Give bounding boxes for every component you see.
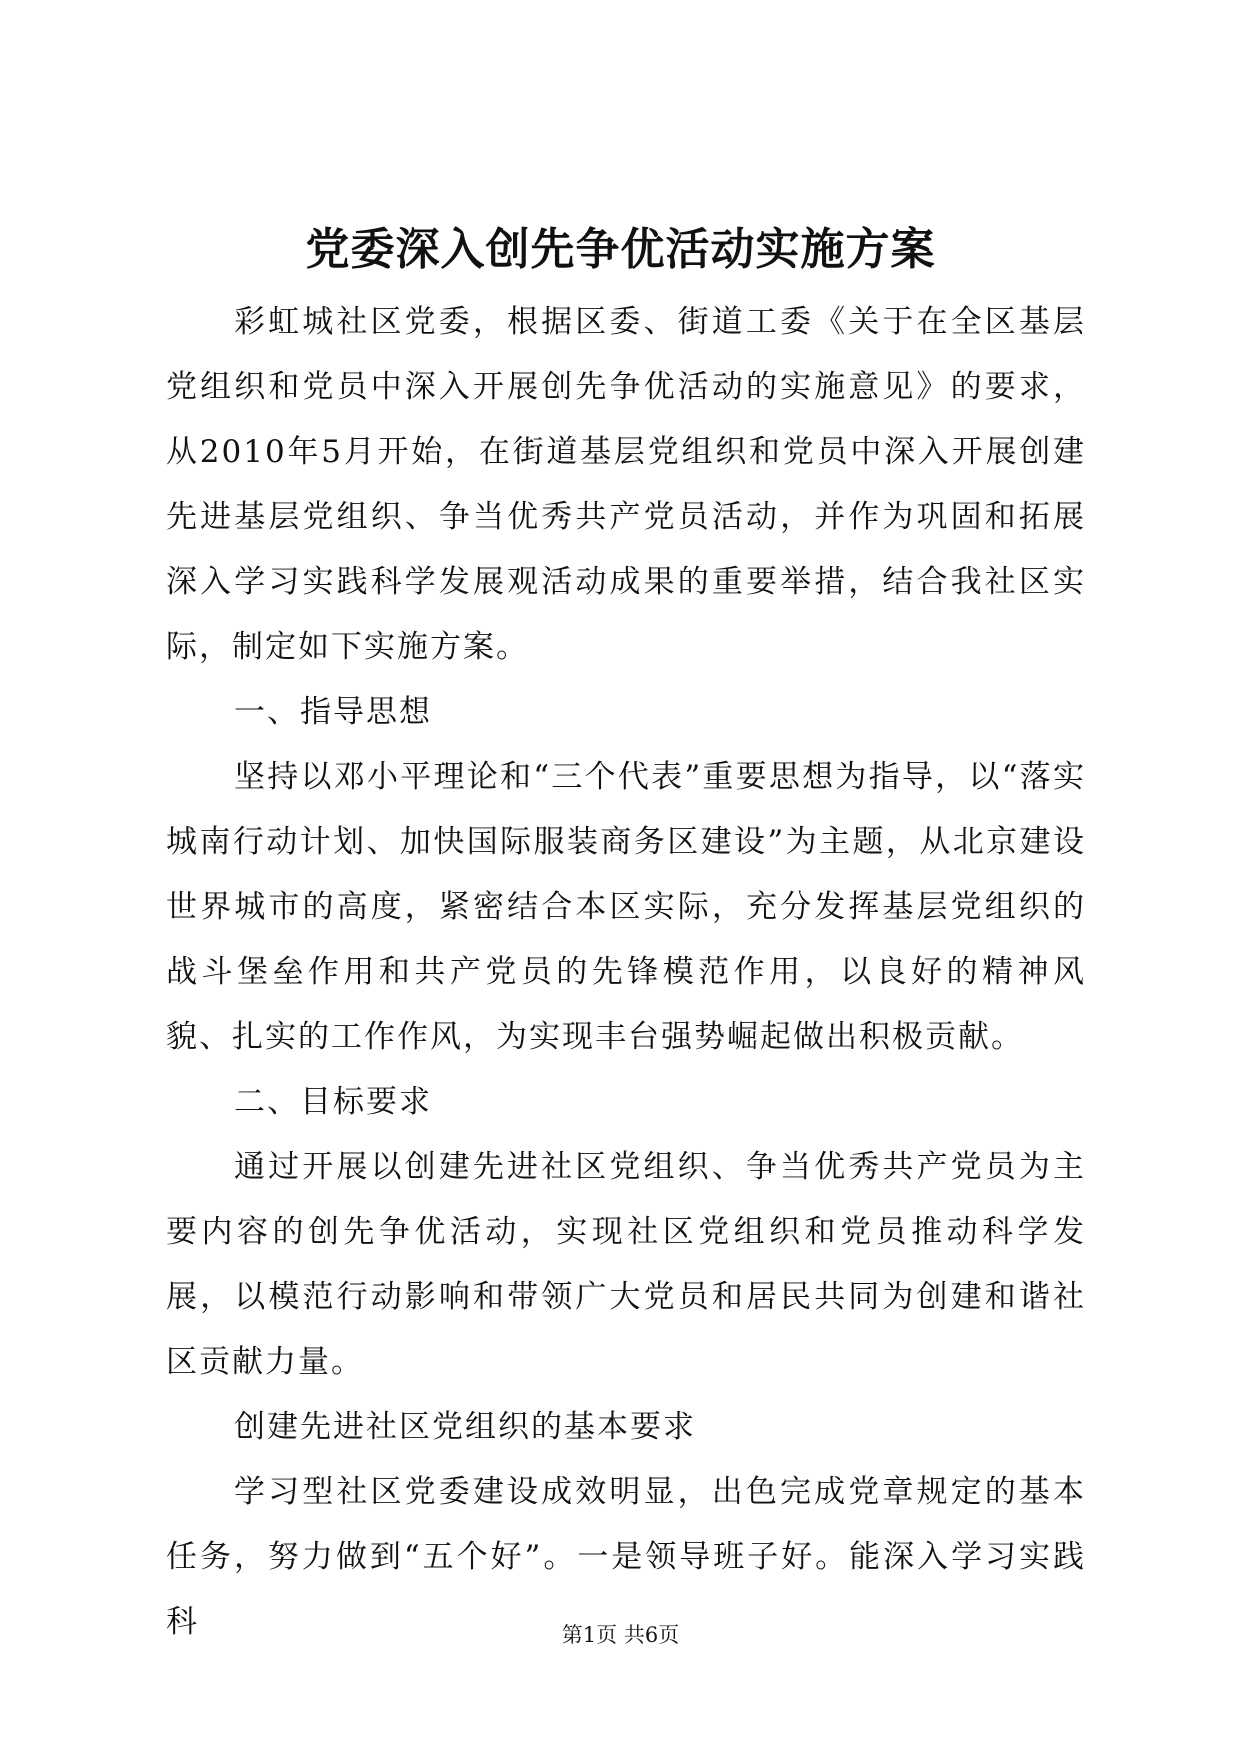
heading-basic-requirements: 创建先进社区党组织的基本要求 (234, 1409, 696, 1445)
document-title: 党委深入创先争优活动实施方案 (305, 224, 936, 275)
paragraph-intro: 彩虹城社区党委，根据区委、街道工委《关于在全区基层党组织和党员中深入开展创先争优活动的实施意见》的要求，从2010年5月开始，在街道基层党组织和党员中深入开展创建先进基层党组织、争当优秀共产党员活动，并作为巩固和拓展深入学习实践科学发展观活动成果的重要举措，结合我社区实际，制定如下实施方案。 (166, 304, 1086, 665)
document-body (166, 290, 1086, 1655)
heading-goals: 二、目标要求 (234, 1084, 432, 1120)
heading-guiding-ideology: 一、指导思想 (234, 694, 432, 730)
paragraph-goals: 通过开展以创建先进社区党组织、争当优秀共产党员为主要内容的创先争优活动，实现社区党组织和党员推动科学发展，以模范行动影响和带领广大党员和居民共同为创建和谐社区贡献力量。 (166, 1149, 1086, 1380)
page-indicator: 第1页 共6页 (561, 1623, 680, 1647)
paragraph-basic-requirements: 学习型社区党委建设成效明显，出色完成党章规定的基本任务，努力做到“五个好”。一是领导班子好。能深入学习实践科 (166, 1474, 1086, 1640)
paragraph-guiding-ideology: 坚持以邓小平理论和“三个代表”重要思想为指导，以“落实城南行动计划、加快国际服装商务区建设”为主题，从北京建设世界城市的高度，紧密结合本区实际，充分发挥基层党组织的战斗堡垒作用和共产党员的先锋模范作用，以良好的精神风貌、扎实的工作作风，为实现丰台强势崛起做出积极贡献。 (166, 759, 1086, 1055)
